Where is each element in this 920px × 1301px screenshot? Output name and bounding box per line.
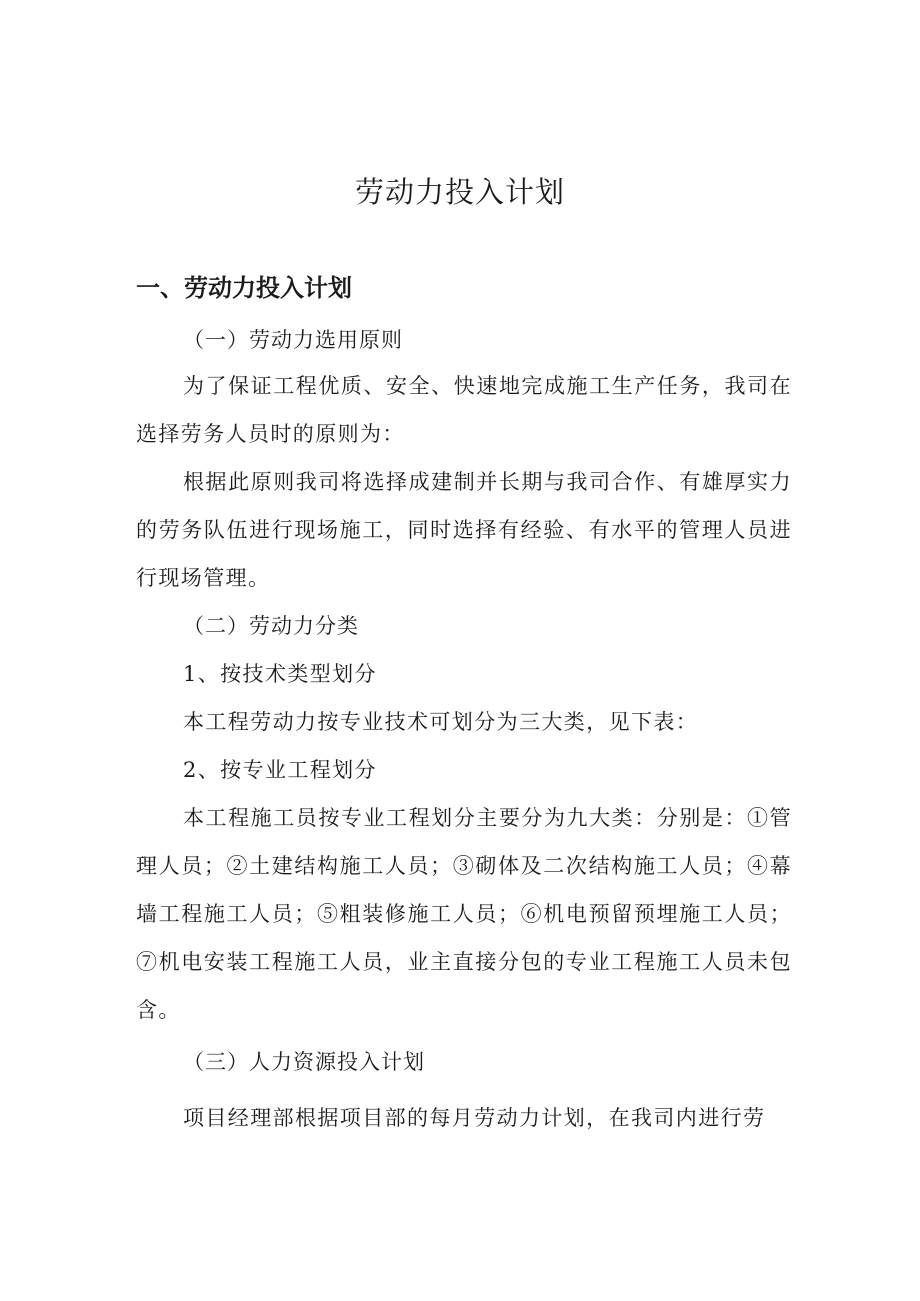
- document-title: 劳动力投入计划: [354, 175, 565, 209]
- paragraph-1: 为了保证工程优质、安全、快速地完成施工生产任务，我司在选择劳务人员时的原则为：: [136, 374, 792, 446]
- item-heading-1: 1、按技术类型划分: [183, 662, 377, 686]
- subsection-heading-3: （三）人力资源投入计划: [183, 1050, 425, 1074]
- subsection-heading-1: （一）劳动力选用原则: [183, 328, 403, 352]
- item-heading-2: 2、按专业工程划分: [183, 758, 377, 782]
- item-text-1: 本工程劳动力按专业技术可划分为三大类，见下表：: [183, 710, 699, 734]
- subsection-heading-2: （二）劳动力分类: [183, 614, 359, 638]
- section-heading: 一、劳动力投入计划: [136, 274, 352, 302]
- paragraph-3: 本工程施工员按专业工程划分主要分为九大类：分别是：①管理人员；②土建结构施工人员；③砌体及二次结构施工人员；④幕墙工程施工人员；⑤粗装修施工人员；⑥机电预留预埋施工人员；⑦机电安装工程施工人员，业主直接分包的专业工程施工人员未包含。: [136, 806, 792, 1022]
- paragraph-4: 项目经理部根据项目部的每月劳动力计划，在我司内进行劳: [183, 1106, 766, 1130]
- paragraph-2: 根据此原则我司将选择成建制并长期与我司合作、有雄厚实力的劳务队伍进行现场施工，同时选择有经验、有水平的管理人员进行现场管理。: [136, 470, 792, 590]
